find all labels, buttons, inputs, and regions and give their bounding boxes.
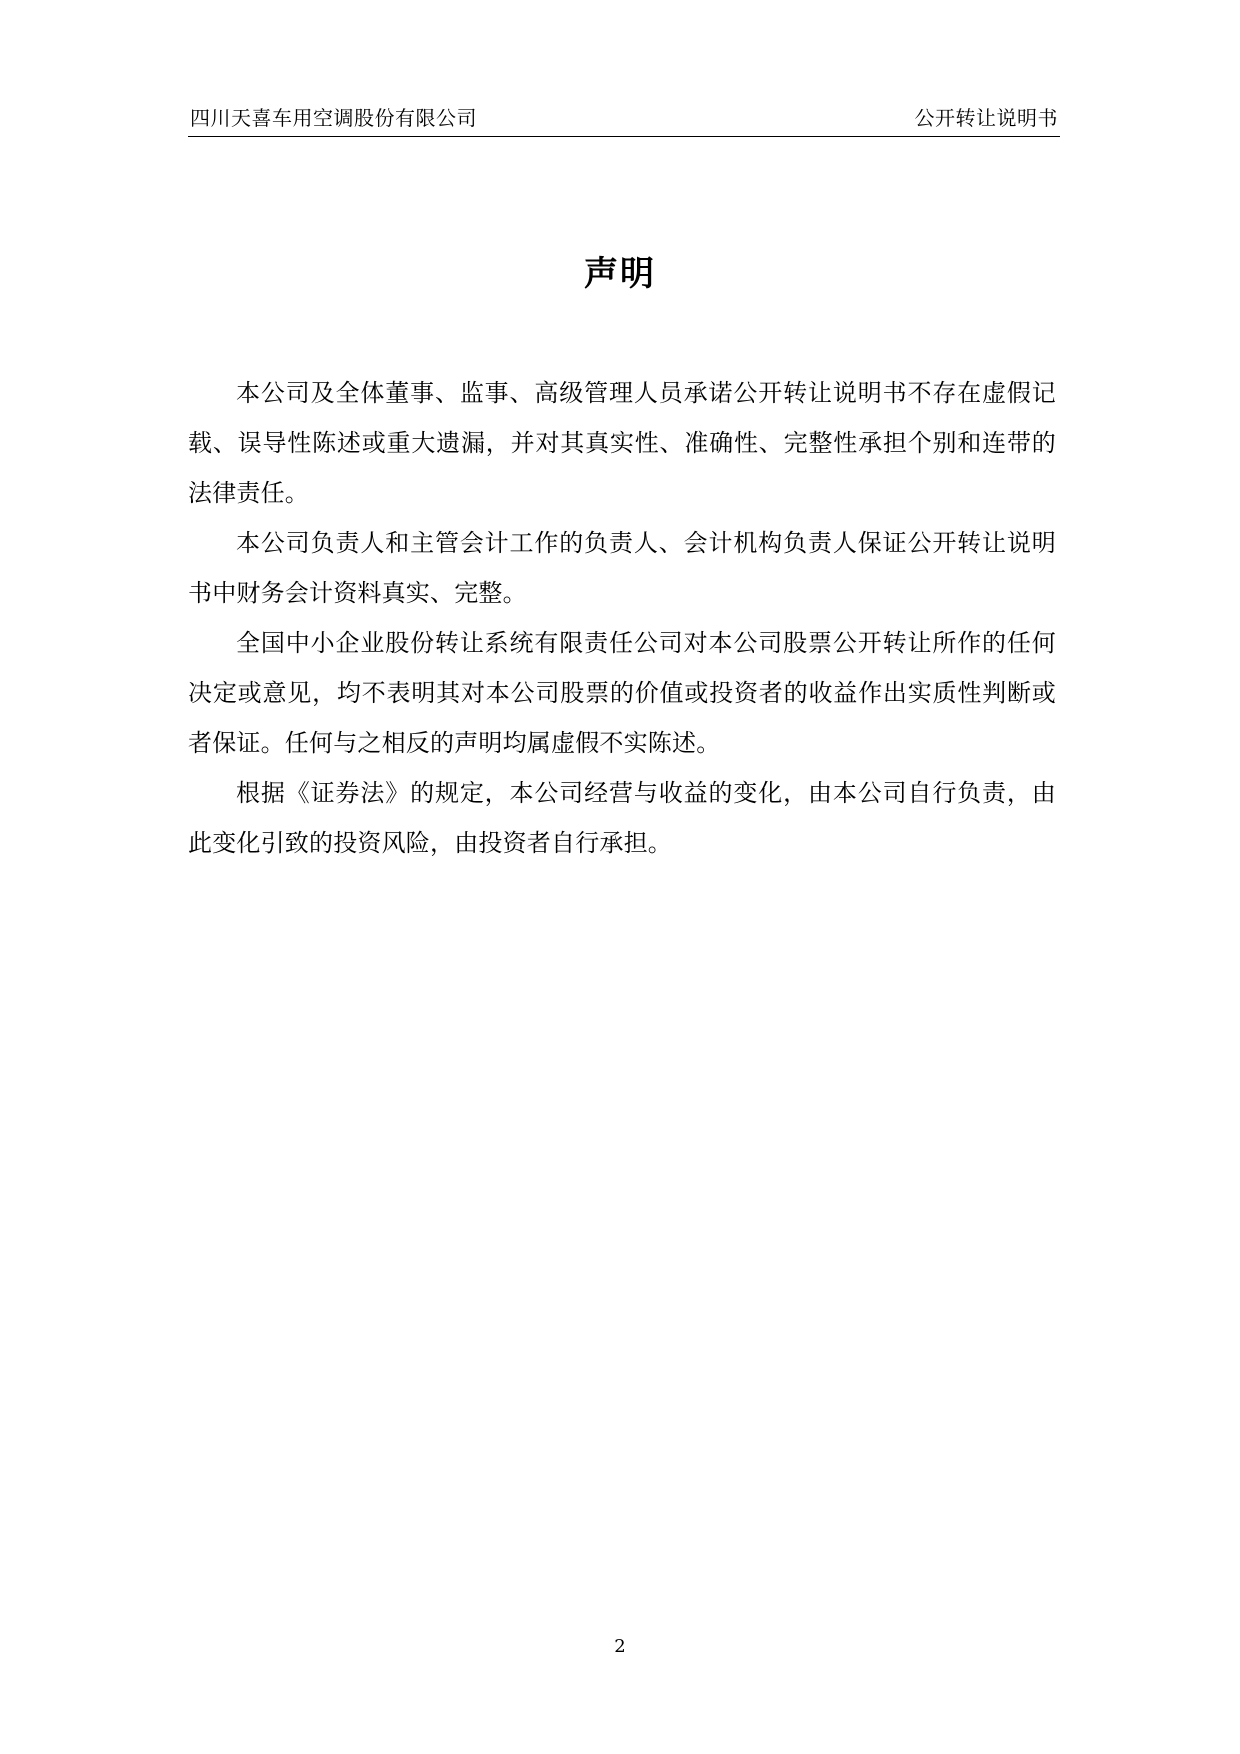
declaration-paragraph-1: 本公司及全体董事、监事、高级管理人员承诺公开转让说明书不存在虚假记载、误导性陈述或重大遗漏，并对其真实性、准确性、完整性承担个别和连带的法律责任。 <box>188 379 1056 507</box>
declaration-paragraph-2: 本公司负责人和主管会计工作的负责人、会计机构负责人保证公开转让说明书中财务会计资料真实、完整。 <box>188 529 1056 607</box>
page-title: 声明 <box>584 254 656 294</box>
header-document-type: 公开转让说明书 <box>914 106 1058 130</box>
header-company-name: 四川天喜车用空调股份有限公司 <box>190 106 477 130</box>
declaration-paragraph-4: 根据《证券法》的规定，本公司经营与收益的变化，由本公司自行负责，由此变化引致的投资风险，由投资者自行承担。 <box>188 779 1056 857</box>
declaration-body <box>188 368 1056 868</box>
page-number: 2 <box>614 1636 626 1657</box>
page-header <box>188 100 1060 137</box>
declaration-paragraph-3: 全国中小企业股份转让系统有限责任公司对本公司股票公开转让所作的任何决定或意见，均不表明其对本公司股票的价值或投资者的收益作出实质性判断或者保证。任何与之相反的声明均属虚假不实陈述。 <box>188 629 1056 757</box>
